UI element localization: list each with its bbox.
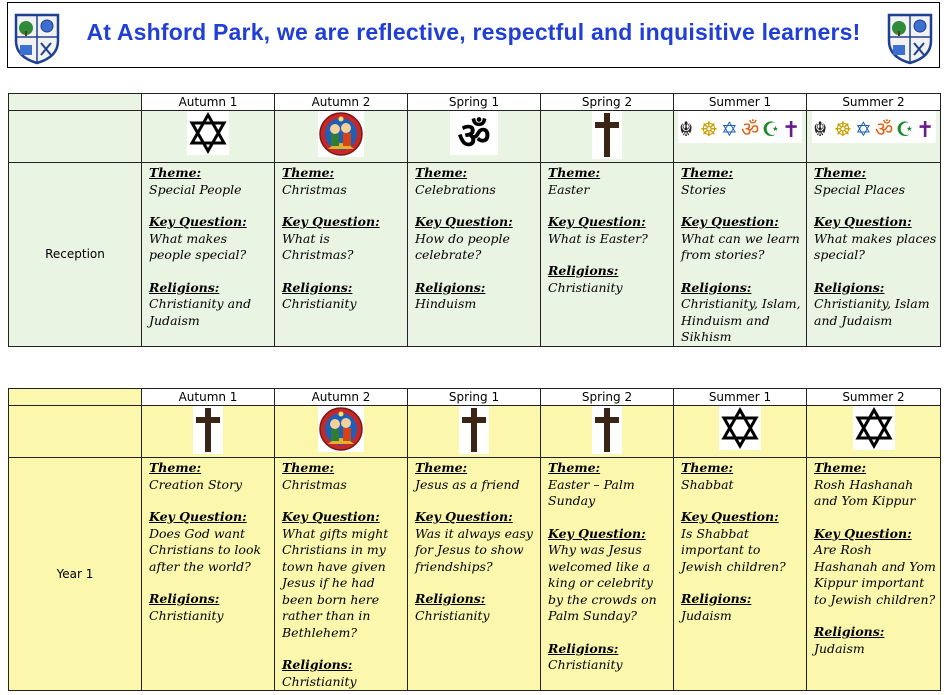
svg-text:☪: ☪ (895, 117, 914, 141)
svg-text:☸: ☸ (700, 117, 718, 141)
religions-text: Christianity (415, 607, 490, 623)
svg-text:✡: ✡ (721, 117, 738, 141)
theme-text: Celebrations (415, 181, 496, 197)
theme-label: Theme: (681, 460, 734, 475)
key-question-text: What is Christmas? (282, 230, 354, 262)
key-question-label: Key Question: (149, 214, 247, 229)
theme-text: Christmas (282, 181, 347, 197)
religions-label: Religions: (149, 279, 220, 295)
term-header: Autumn 1 (142, 389, 275, 406)
key-question-label: Key Question: (681, 214, 779, 229)
unit-cell (674, 163, 807, 347)
theme-text: Rosh Hashanah and Yom Kippur (814, 476, 916, 508)
term-header: Spring 1 (408, 389, 541, 406)
religions-label: Religions: (149, 591, 220, 606)
theme-text: Christmas (282, 476, 347, 492)
year-label: Year 1 (9, 458, 142, 691)
unit-cell (807, 163, 941, 347)
term-header: Spring 1 (408, 94, 541, 111)
religions-text: Hinduism (415, 296, 477, 311)
theme-text: Easter – Palm Sunday (548, 476, 635, 508)
cross-icon (592, 406, 622, 457)
icon-row-label-cell (9, 111, 142, 163)
key-question-text: How do people celebrate? (415, 230, 510, 262)
page-title: At Ashford Park, we are reflective, respectful and inquisitive learners! (86, 19, 861, 45)
theme-label: Theme: (681, 165, 734, 180)
religions-label: Religions: (548, 640, 619, 656)
religions-label: Religions: (415, 591, 486, 606)
unit-cell (541, 163, 674, 347)
term-header: Autumn 2 (275, 389, 408, 406)
religions-label: Religions: (282, 279, 353, 295)
term-header: Autumn 1 (142, 94, 275, 111)
key-question-label: Key Question: (681, 509, 779, 524)
religions-label: Religions: (415, 279, 486, 295)
religions-text: Judaism (814, 640, 865, 656)
svg-text:ॐ: ॐ (874, 117, 893, 141)
term-header: Summer 1 (674, 94, 807, 111)
unit-cell (142, 458, 275, 691)
key-question-text: What can we learn from stories? (681, 230, 800, 262)
key-question-label: Key Question: (282, 509, 380, 524)
unit-cell (674, 458, 807, 691)
theme-text: Special Places (814, 181, 906, 197)
key-question-text: Is Shabbat important to Jewish children? (681, 525, 786, 574)
theme-label: Theme: (149, 165, 202, 180)
svg-text:✝: ✝ (915, 118, 934, 143)
theme-label: Theme: (282, 165, 335, 180)
svg-text:☪: ☪ (762, 117, 780, 141)
star-of-david-icon (853, 406, 895, 453)
unit-cell (408, 458, 541, 691)
multi-faith-symbols-icon (812, 111, 936, 146)
key-question-text: What makes places special? (814, 230, 937, 262)
religions-text: Christianity (149, 607, 224, 623)
corner-cell (9, 94, 142, 111)
theme-text: Easter (548, 181, 590, 197)
key-question-label: Key Question: (548, 214, 646, 229)
term-header: Summer 2 (807, 94, 941, 111)
svg-text:✝: ✝ (782, 118, 801, 143)
svg-text:ॐ: ॐ (741, 117, 760, 141)
svg-text:ॐ: ॐ (457, 116, 491, 155)
theme-text: Jesus as a friend (415, 476, 520, 492)
key-question-label: Key Question: (415, 214, 513, 229)
theme-text: Creation Story (149, 476, 243, 492)
icon-row-label-cell (9, 406, 142, 458)
key-question-label: Key Question: (814, 525, 912, 541)
key-question-text: What makes people special? (149, 230, 247, 262)
unit-cell (408, 163, 541, 347)
religions-text: Christianity (282, 673, 357, 689)
religions-label: Religions: (681, 279, 752, 295)
religions-label: Religions: (814, 279, 885, 295)
star-of-david-icon (187, 111, 229, 158)
svg-text:☬: ☬ (679, 117, 694, 141)
svg-text:☸: ☸ (833, 117, 852, 141)
religions-label: Religions: (282, 657, 353, 672)
content-row (9, 458, 941, 691)
term-header: Spring 2 (541, 389, 674, 406)
theme-text: Stories (681, 181, 726, 197)
religions-label: Religions: (814, 624, 885, 639)
term-header-row (9, 94, 941, 111)
key-question-text: Are Rosh Hashanah and Yom Kippur important to Jewish children? (814, 542, 936, 607)
key-question-text: What gifts might Christians in my town have given Jesus if he had been born here rather than in Bethlehem? (282, 525, 389, 640)
theme-label: Theme: (814, 165, 867, 180)
religions-text: Judaism (681, 607, 732, 623)
school-crest-icon (887, 13, 933, 65)
cross-icon (592, 111, 622, 162)
theme-label: Theme: (149, 460, 202, 475)
key-question-text: Was it always easy for Jesus to show friendships? (415, 525, 533, 574)
year-label: Reception (9, 163, 142, 347)
icon-row (9, 111, 941, 163)
theme-label: Theme: (282, 460, 335, 475)
term-header-row (9, 389, 941, 406)
unit-cell (541, 458, 674, 691)
religions-label: Religions: (548, 263, 619, 278)
cross-icon (459, 406, 489, 457)
icon-row (9, 406, 941, 458)
term-header: Spring 2 (541, 94, 674, 111)
theme-label: Theme: (415, 165, 468, 180)
unit-cell (807, 458, 941, 691)
nativity-icon (318, 111, 364, 160)
term-header: Summer 1 (674, 389, 807, 406)
svg-text:☬: ☬ (812, 117, 827, 141)
content-row (9, 163, 941, 347)
theme-text: Shabbat (681, 476, 734, 492)
key-question-label: Key Question: (415, 509, 513, 524)
unit-cell (275, 163, 408, 347)
theme-label: Theme: (814, 460, 867, 475)
key-question-label: Key Question: (149, 509, 247, 524)
key-question-label: Key Question: (548, 525, 646, 541)
key-question-text: Why was Jesus welcomed like a king or celebrity by the crowds on Palm Sunday? (548, 542, 657, 623)
multi-faith-symbols-icon (678, 111, 802, 146)
year1-curriculum-table (8, 388, 941, 691)
theme-label: Theme: (548, 165, 601, 180)
theme-label: Theme: (548, 460, 601, 475)
om-icon (450, 111, 498, 158)
corner-cell (9, 389, 142, 406)
religions-text: Christianity (548, 657, 623, 672)
term-header: Summer 2 (807, 389, 941, 406)
cross-icon (193, 406, 223, 457)
key-question-text: What is Easter? (548, 230, 648, 246)
reception-curriculum-table (8, 93, 941, 347)
religions-text: Christianity (282, 296, 357, 311)
key-question-text: Does God want Christians to look after the world? (149, 525, 262, 574)
key-question-label: Key Question: (814, 214, 912, 229)
svg-text:✡: ✡ (854, 117, 872, 141)
religions-text: Christianity, Islam, Hinduism and Sikhism (681, 296, 801, 344)
religions-label: Religions: (681, 591, 752, 606)
religions-text: Christianity, Islam and Judaism (814, 296, 930, 328)
nativity-icon (318, 406, 364, 455)
theme-text: Special People (149, 181, 242, 197)
header-banner (7, 2, 940, 68)
term-header: Autumn 2 (275, 94, 408, 111)
star-of-david-icon (719, 406, 761, 453)
unit-cell (275, 458, 408, 691)
theme-label: Theme: (415, 460, 468, 475)
key-question-label: Key Question: (282, 214, 380, 229)
religions-text: Christianity (548, 279, 623, 295)
religions-text: Christianity and Judaism (149, 296, 252, 328)
unit-cell (142, 163, 275, 347)
